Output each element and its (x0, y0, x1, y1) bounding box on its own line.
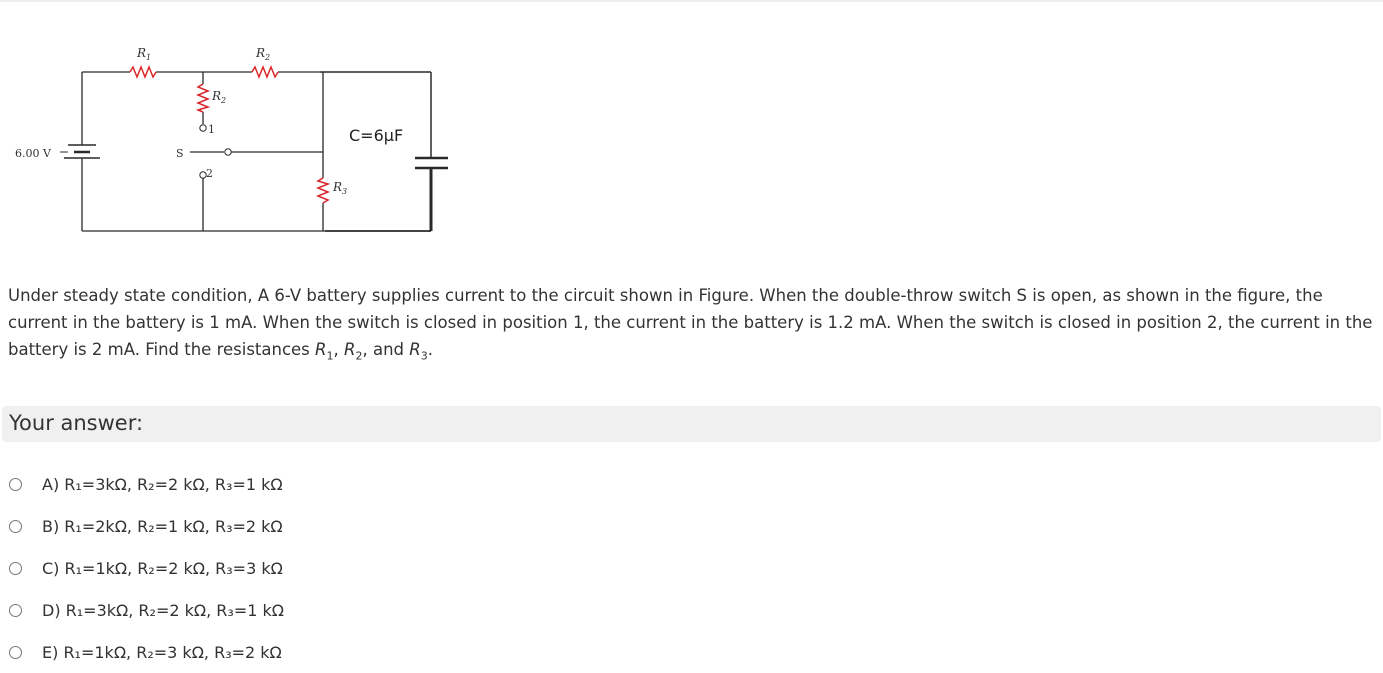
var-r2: R (344, 340, 356, 359)
radio-c[interactable] (9, 562, 22, 575)
question-text (8, 282, 1380, 369)
var-r1: R (315, 340, 327, 359)
answer-header (2, 406, 1381, 442)
option-e-label[interactable]: E) R₁=1kΩ, R₂=3 kΩ, R₃=2 kΩ (42, 642, 282, 662)
battery-icon (60, 145, 100, 158)
option-b-label[interactable]: B) R₁=2kΩ, R₂=1 kΩ, R₃=2 kΩ (42, 516, 283, 536)
svg-text:R3 (332, 180, 347, 196)
sep-2: , and (362, 340, 410, 359)
r1-sub: 1 (146, 53, 152, 62)
resistor-r2-top-icon (252, 67, 278, 77)
r2-top-label: R (256, 46, 266, 60)
position-1-label: 1 (208, 123, 215, 136)
var-r2-sub: 2 (355, 349, 363, 363)
option-c-label[interactable]: C) R₁=1kΩ, R₂=2 kΩ, R₃=3 kΩ (42, 558, 283, 578)
radio-a[interactable] (9, 478, 22, 491)
r3-sub: 3 (342, 187, 348, 196)
svg-text:R2 (255, 46, 270, 62)
switch-pivot (225, 149, 231, 155)
r3-label: R (333, 180, 343, 194)
r2-mid-label: R (212, 89, 222, 103)
sep-1: , (333, 340, 344, 359)
answer-header-label: Your answer: (9, 411, 144, 435)
radio-e[interactable] (9, 646, 22, 659)
radio-d[interactable] (9, 604, 22, 617)
var-r3-sub: 3 (420, 349, 428, 363)
r1-label: R (137, 46, 147, 60)
position-2-label: 2 (206, 167, 213, 180)
capacitor-label: C=6μF (349, 126, 404, 145)
option-a-label[interactable]: A) R₁=3kΩ, R₂=2 kΩ, R₃=1 kΩ (42, 474, 283, 494)
var-r1-sub: 1 (326, 349, 334, 363)
battery-label: 6.00 V (15, 147, 51, 160)
resistor-r3-icon (318, 178, 328, 203)
circuit-diagram (0, 30, 450, 245)
resistor-r1-icon (130, 67, 156, 77)
r2-top-sub: 2 (265, 53, 271, 62)
question-end: . (427, 340, 433, 359)
switch-label: S (176, 147, 184, 160)
resistor-r2-mid-icon (198, 84, 208, 112)
option-d-label[interactable]: D) R₁=3kΩ, R₂=2 kΩ, R₃=1 kΩ (42, 600, 284, 620)
svg-text:R1 (136, 46, 151, 62)
var-r3: R (409, 340, 421, 359)
r2-mid-sub: 2 (221, 96, 227, 105)
switch-terminal-1 (200, 125, 206, 131)
question-body: Under steady state condition, A 6-V battery supplies current to the circuit shown in Figure. When the double-throw switch S is open, as shown in the figure, the current in the battery is 1 mA. When the switch is closed in position 1, the current in the battery is 1.2 mA. When the switch is closed in position 2, the current in the battery is 2 mA. Find the resistances (8, 286, 1373, 359)
capacitor-icon (415, 158, 448, 168)
svg-text:R2 (211, 89, 226, 105)
top-divider (0, 0, 1383, 2)
radio-b[interactable] (9, 520, 22, 533)
